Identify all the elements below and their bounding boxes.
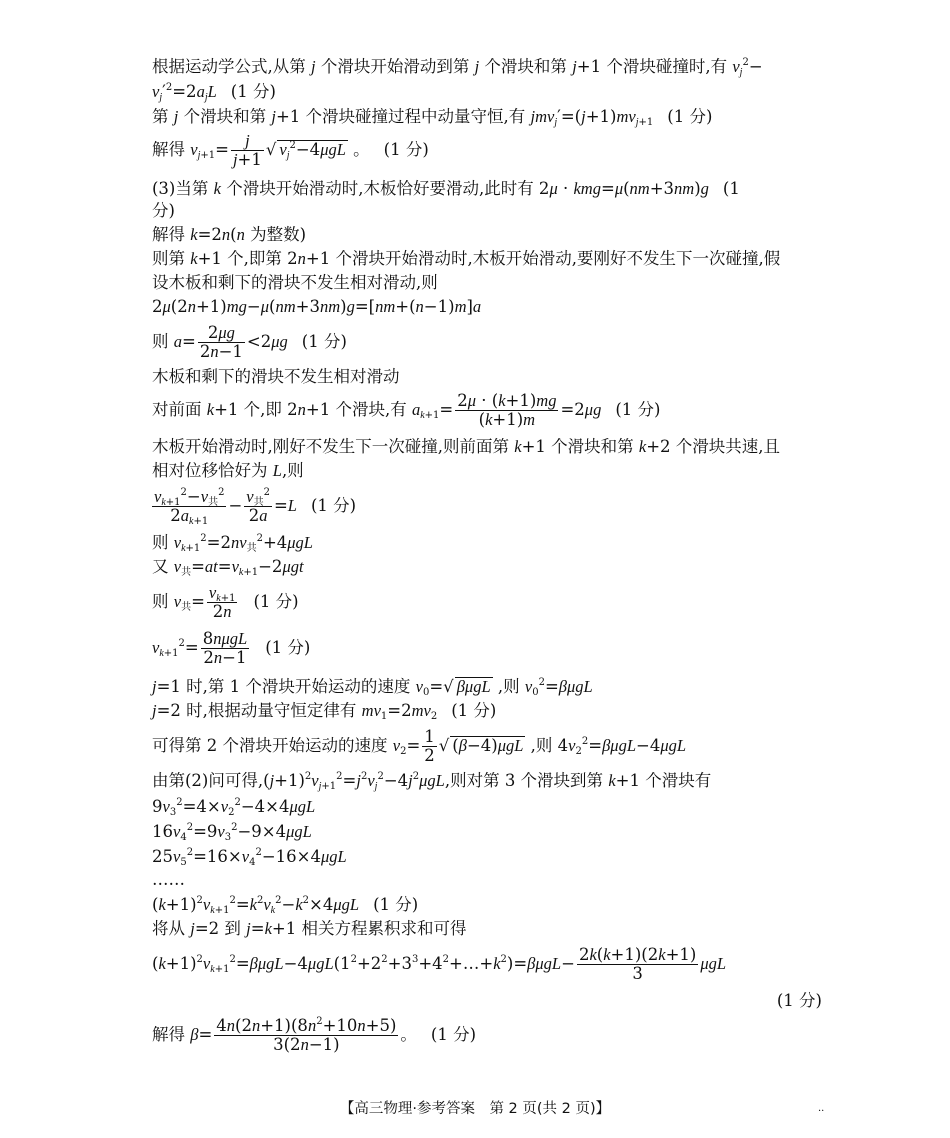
text-line: 2μ(2n+1)mg−μ(nm+3nm)g=[nm+(n−1)m]a [152,297,482,316]
text-line: 分) [152,201,175,220]
text-line: 解得 $v_{j+1}=$ $\frac{j}{j+1}$ √ $v_j^2-4\mu gL$ 。 (1 分) [152,131,429,169]
text-line: 木板开始滑动时,刚好不发生下一次碰撞,则前面第 k+1 个滑块和第 k+2 个滑块共速,且 [152,437,781,456]
text-line: $9v_3^2=4\times v_2^2-4\times 4\mu gL$ [152,797,316,818]
text-line: 由第(2)问可得$,(j+1)^2v_{j+1}^2=j^2v_j^2-4j^2\mu gL$,则对第 3 个滑块到第 k+1 个滑块有 [152,771,712,792]
text-line: $\frac{v_{k+1}^2-v_共^2}{2a_{k+1}}$ − $\frac{v_共^2}{2a}$ =L (1 分) [154,487,357,527]
text-line: $v_{k+1}^2=$ $\frac{\text{8nμgL}}{2n-1}$ (1 分) [152,629,311,667]
text-line: 根据运动学公式,从第 j 个滑块开始滑动到第 j 个滑块和第 j+1 个滑块碰撞时,有 $v_j^2-$ [152,57,763,78]
text-line: $v_j'^2=2a_jL$ (1 分) [152,82,276,103]
text-line: (3)当第 k 个滑块开始滑动时,木板恰好要滑动,此时有 2μ · kmg=μ(nm+3nm)g (1 [152,179,740,198]
text-line: 则第 k+1 个,即第 2n+1 个滑块开始滑动时,木板开始滑动,要刚好不发生下一次碰撞,假 [152,249,781,268]
text-line: $(k+1)^2v_{k+1}^2=\beta\mu gL-4\mu gL(1^2+2^2+3^3+4^2+\dots+k^2)=\beta\mu gL-$ $\frac{2k(k+1)(2k+1)}{3}$ μgL [152,945,727,983]
text-line: 可得第 2 个滑块开始运动的速度 $v_2=$ $\frac{1}{2}$ √ (β−4)μgL ,则 $4v_2^2=\beta\mu gL-4\mu gL$ [152,727,687,765]
text-line: 对前面 k+1 个,即 2n+1 个滑块,有 $a_{k+1}=$ $\frac{2\mu \cdot (k+1)mg}{(k+1)m}$ =2μg (1 分) [152,391,661,429]
text-line: 解得 β= $\frac{4n(2n+1)(8n^2+10n+5)}{3(2n-1)}$ 。 (1 分) [152,1016,477,1054]
text-line: 相对位移恰好为 L,则 [152,461,304,480]
corner-mark: ·· [818,1106,825,1117]
text-line: 则 $v_{k+1}^2=2nv_共^2+4\mu gL$ [152,533,313,554]
score-note: (1 分) [776,991,822,1010]
page-footer: 【高三物理·参考答案 第 2 页(共 2 页)】 [339,1101,611,1117]
text-line: 则 $v_共=$ $\frac{v_{k+1}}{2n}$ (1 分) [152,583,299,621]
text-line: j=2 时,根据动量守恒定律有 $mv_1=2mv_2$ (1 分) [152,701,497,722]
text-line: …… [152,870,185,889]
text-line: 第 j 个滑块和第 j+1 个滑块碰撞过程中动量守恒,有 $jmv_j'=(j+1)mv_{j+1}$ (1 分) [152,107,713,128]
text-line: 将从 j=2 到 j=k+1 相关方程累积求和可得 [152,919,467,938]
text-line: 又 $v_共=at=v_{k+1}-2\mu gt$ [152,557,304,578]
text-line: 设木板和剩下的滑块不发生相对滑动,则 [152,273,438,292]
text-line: 则 a= $\frac{2\mu g}{2n-1}$ <2μg (1 分) [152,323,347,361]
text-line: j=1 时,第 1 个滑块开始运动的速度 $v_0=√$ βμgL ,则 $v_0^2=\beta\mu gL$ [152,677,593,698]
text-line: 解得 k=2n(n 为整数) [152,225,307,244]
text-line: 木板和剩下的滑块不发生相对滑动 [152,367,400,386]
text-line: $25v_5^2=16\times v_4^2-16\times 4\mu gL$ [152,847,347,868]
text-line: $16v_4^2=9v_3^2-9\times 4\mu gL$ [152,822,312,843]
text-line: $(k+1)^2v_{k+1}^2=k^2v_k^2-k^2\times 4\mu gL$ (1 分) [152,895,419,916]
